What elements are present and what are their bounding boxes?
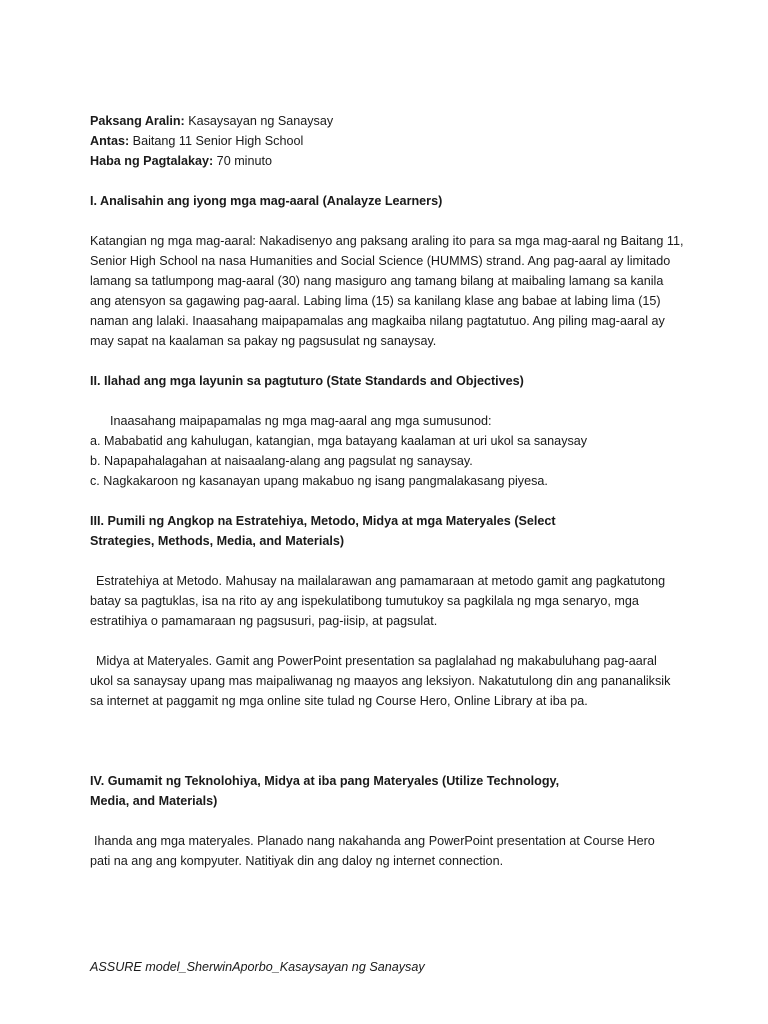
section1-heading: I. Analisahin ang iyong mga mag-aaral (Analayze Learners) (90, 194, 443, 208)
duration-value: 70 minuto (213, 154, 272, 168)
section3-paragraph-line: estratihiya o pamamaraan ng pagsusuri, pag-iisip, at pagsulat. (90, 614, 438, 628)
section3-paragraph-line: batay sa pagtuklas, isa na rito ay ang ispekulatibong tumutukoy sa pagkilala ng mga senaryo, mga (90, 594, 639, 608)
topic-value: Kasaysayan ng Sanaysay (184, 114, 334, 128)
grade-line (90, 131, 690, 151)
grade-label: Antas: (90, 134, 130, 148)
section3-paragraph-line: sa internet at paggamit ng mga online site tulad ng Course Hero, Online Library at iba pa. (90, 694, 588, 708)
section1-line: Senior High School na nasa Humanities and Social Science (HUMMS) strand. Ang pag-aaral ay limitado (90, 254, 671, 268)
section3-paragraph-line: Midya at Materyales. Gamit ang PowerPoint presentation sa paglalahad ng makabuluhang pag-aaral (96, 654, 657, 668)
objective-item: b. Napapahalagahan at naisaalang-alang ang pagsulat ng sanaysay. (90, 454, 473, 468)
section2-intro: Inaasahang maipapamalas ng mga mag-aaral ang mga sumusunod: (110, 414, 492, 428)
section4-paragraph-line: Ihanda ang mga materyales. Planado nang nakahanda ang PowerPoint presentation at Course Hero (94, 834, 655, 848)
document-body (90, 111, 690, 871)
duration-label: Haba ng Pagtalakay: (90, 154, 214, 168)
section2-heading: II. Ilahad ang mga layunin sa pagtuturo (State Standards and Objectives) (90, 374, 524, 388)
page-footer: ASSURE model_SherwinAporbo_Kasaysayan ng Sanaysay (90, 960, 425, 974)
section1-line: lamang sa tatlumpong mag-aaral (30) nang masiguro ang tamang bilang at maibaling lamang sa kanila (90, 274, 664, 288)
section1-line: may sapat na kaalaman sa pakay ng pagsusulat ng sanaysay. (90, 334, 437, 348)
section4-heading: Media, and Materials) (90, 794, 218, 808)
section3-paragraph-line: Estratehiya at Metodo. Mahusay na mailalarawan ang pamamaraan at metodo gamit ang pagkatutong (96, 574, 666, 588)
topic-label: Paksang Aralin: (90, 114, 185, 128)
section4-paragraph-line: pati na ang ang kompyuter. Natitiyak din ang daloy ng internet connection. (90, 854, 504, 868)
topic-line (90, 111, 690, 131)
section1-line: naman ang lalaki. Inaasahang maipapamalas ang magkaiba nilang pagtatutuo. Ang piling mag-aaral ay (90, 314, 665, 328)
section3-paragraph-line: ukol sa sanaysay upang mas maipaliwanag ng maayos ang leksiyon. Nakatutulong din ang pananaliksik (90, 674, 671, 688)
section4-heading: IV. Gumamit ng Teknolohiya, Midya at iba pang Materyales (Utilize Technology, (90, 774, 560, 788)
section3-heading: III. Pumili ng Angkop na Estratehiya, Metodo, Midya at mga Materyales (Select (90, 514, 556, 528)
section1-line: ang atensyon sa gagawing pag-aaral. Labing lima (15) sa kanilang klase ang babae at labing lima (15) (90, 294, 661, 308)
objective-item: c. Nagkakaroon ng kasanayan upang makabuo ng isang pangmalakasang piyesa. (90, 474, 548, 488)
grade-value: Baitang 11 Senior High School (129, 134, 304, 148)
section1-line: Katangian ng mga mag-aaral: Nakadisenyo ang paksang araling ito para sa mga mag-aaral ng Baitang 11, (90, 234, 684, 248)
objective-item: a. Mababatid ang kahulugan, katangian, mga batayang kaalaman at uri ukol sa sanaysay (90, 434, 588, 448)
section3-heading: Strategies, Methods, Media, and Materials) (90, 534, 345, 548)
duration-line (90, 151, 690, 171)
